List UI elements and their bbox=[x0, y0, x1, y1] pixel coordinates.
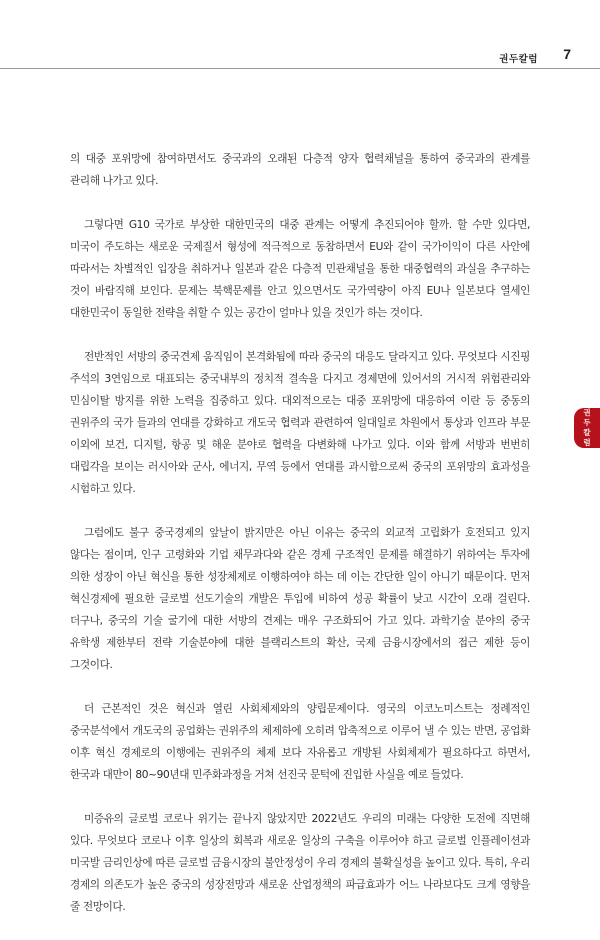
paragraph-4: 그럼에도 불구 중국경제의 앞날이 밝지만은 아닌 이유는 중국의 외교적 고립화가 호전되고 있지 않다는 점이며, 인구 고령화와 기업 채무과다와 같은 경제 구조적인 문제를 해결하기 위하여는 투자에 의한 성장이 아닌 혁신을 통한 성장체제로 이행하여야 하는 데 이는 간단한 일이 아니기 때문이다. 먼저 혁신경제에 필요한 글로벌 선도기술의 개발은 투입에 비하여 성공 확률이 낮고 시간이 오래 걸린다. 더구나, 중국의 기술 굴기에 대한 서방의 견제는 매우 구조화되어 가고 있다. 과학기술 분야의 중국 유학생 제한부터 전략 기술분야에 대한 블랙리스트의 확산, 국제 금융시장에서의 접근 제한 등이 그것이다. bbox=[70, 527, 530, 671]
header-section-title: 권두칼럼 bbox=[499, 54, 538, 65]
page-header bbox=[0, 48, 600, 70]
paragraph-6: 미증유의 글로벌 코로나 위기는 끝나지 않았지만 2022년도 우리의 미래는 다양한 도전에 직면해 있다. 무엇보다 코로나 이후 일상의 회복과 새로운 일상의 구축을 이루어야 하고 글로벌 인플레이션과 미국발 금리인상에 따른 글로벌 금융시장의 불안정성이 우리 경제의 불확실성을 높이고 있다. 특히, 우리 경제의 의존도가 높은 중국의 성장전망과 새로운 산업정책의 파급효과가 어느 나라보다도 크게 영향을 줄 전망이다. bbox=[70, 813, 530, 913]
paragraph-2: 그렇다면 G10 국가로 부상한 대한민국의 대중 관계는 어떻게 추진되어야 할까. 할 수만 있다면, 미국이 주도하는 새로운 국제질서 형성에 적극적으로 동참하면서 EU와 같이 국가이익이 다른 사안에 따라서는 차별적인 입장을 취하거나 일본과 같은 다층적 민관채널을 통한 대중협력의 과실을 추구하는 것이 바람직해 보인다. 문제는 북핵문제를 안고 있으면서도 국가역량이 아직 EU나 일본보다 열세인 대한민국이 동일한 전략을 취할 수 있는 공간이 얼마나 있을 것인가 하는 것이다. bbox=[70, 219, 530, 319]
paragraph-5: 더 근본적인 것은 혁신과 열린 사회체제와의 양립문제이다. 영국의 이코노미스트는 정례적인 중국분석에서 개도국의 공업화는 권위주의 체제하에 오히려 압축적으로 이루어 낼 수 있는 반면, 공업화 이후 혁신 경제로의 이행에는 권위주의 체제 보다 자유롭고 개방된 사회체제가 필요하다고 하면서, 한국과 대만이 80~90년대 민주화과정을 거쳐 선진국 문턱에 진입한 사실을 예로 들었다. bbox=[70, 703, 530, 781]
paragraph-3: 전반적인 서방의 중국견제 움직임이 본격화됨에 따라 중국의 대응도 달라지고 있다. 무엇보다 시진핑 주석의 3연임으로 대표되는 중국내부의 정치적 결속을 다지고 경제면에 있어서의 거시적 위험관리와 민심이탈 방지를 위한 노력을 집중하고 있다. 대외적으로는 대중 포위망에 대응하여 이란 등 중동의 권위주의 국가 들과의 연대를 강화하고 개도국 협력과 관련하여 일대일로 차원에서 통상과 인프라 부문 이외에 보건, 디지털, 항공 및 해운 분야로 협력을 다변화해 나가고 있다. 이와 함께 서방과 번번히 대립각을 보이는 러시아와 군사, 에너지, 무역 등에서 연대를 과시함으로써 중국의 포위망의 효과성을 시험하고 있다. bbox=[70, 351, 530, 495]
section-side-tab[interactable] bbox=[574, 408, 600, 448]
page-number: 7 bbox=[563, 46, 571, 62]
header-rule bbox=[0, 68, 600, 69]
article-body bbox=[70, 148, 530, 940]
side-tab-label: 권두칼럼 bbox=[583, 408, 591, 447]
paragraph-1: 의 대중 포위망에 참여하면서도 중국과의 오래된 다층적 양자 협력채널을 통하여 중국과의 관계를 관리해 나가고 있다. bbox=[70, 153, 530, 187]
